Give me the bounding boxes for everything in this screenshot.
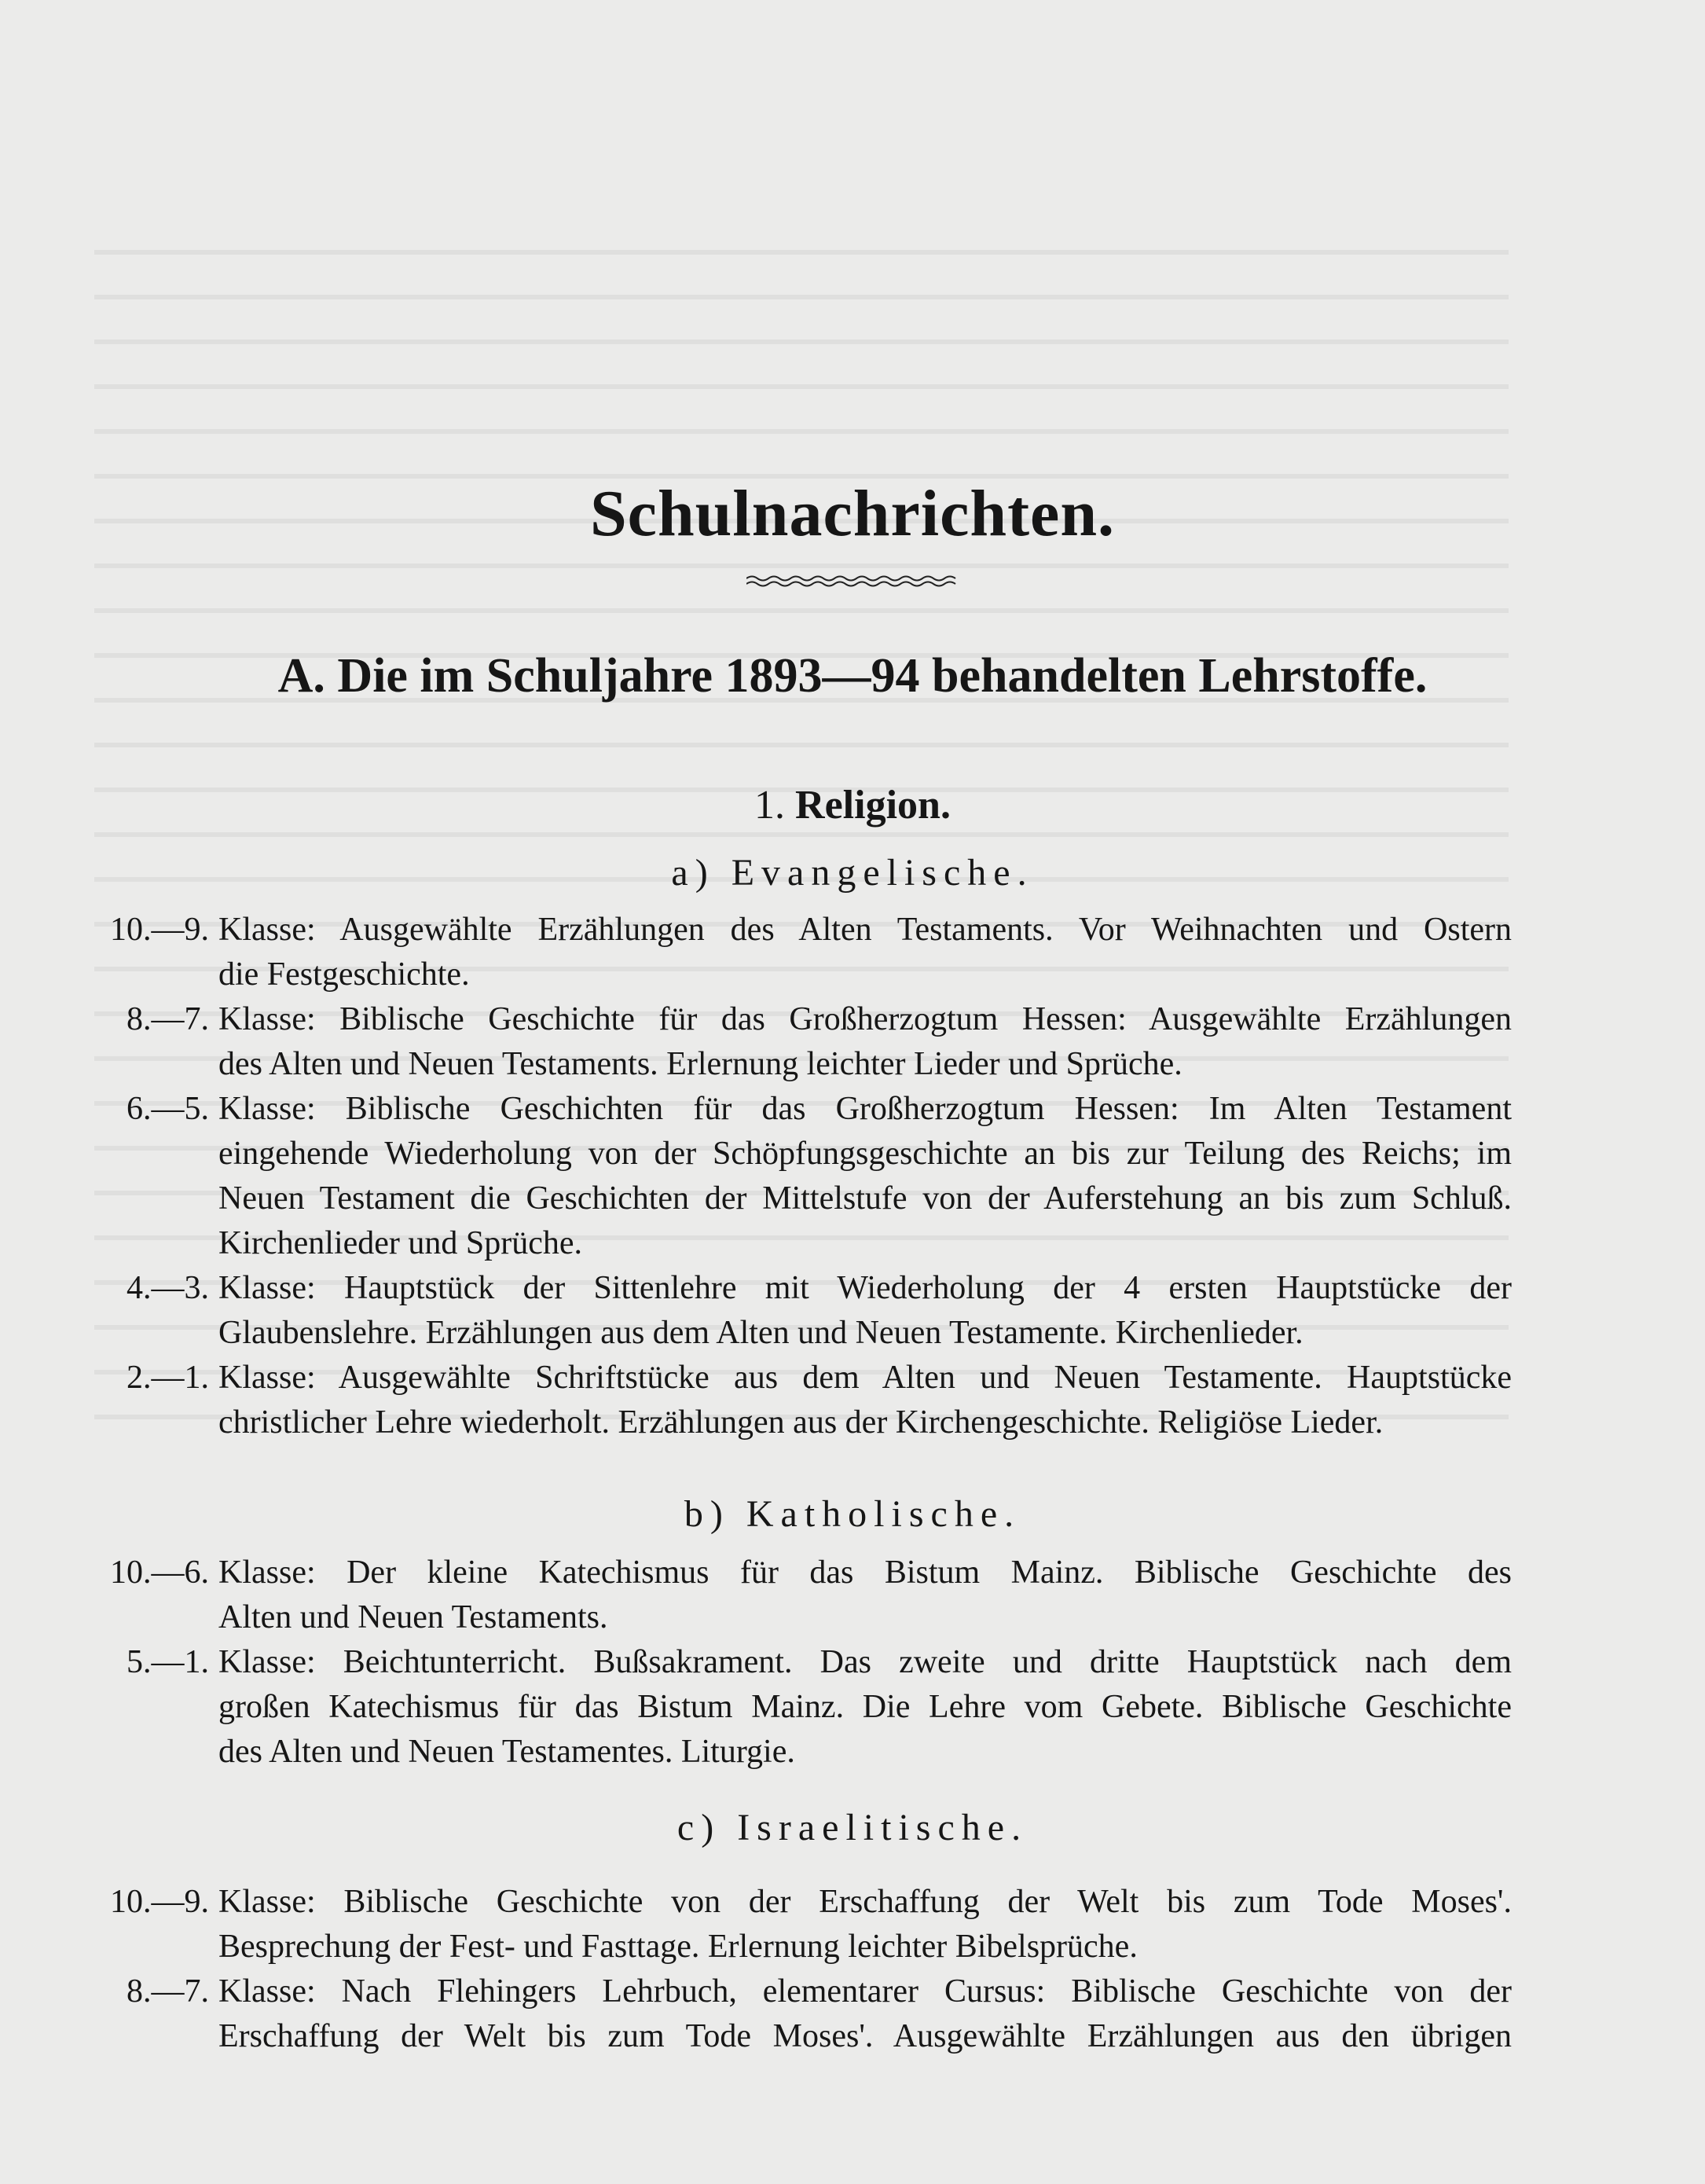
page-title: Schulnachrichten. [589, 477, 1116, 550]
class-entry [79, 1266, 1512, 1356]
entry-line: Klasse: Beichtunterricht. Bußsakrament. Das zweite und dritte Hauptstück nach dem [218, 1644, 1512, 1680]
subsection-katholisch: b) Katholische. [684, 1493, 1021, 1535]
class-entry [79, 1969, 1512, 2059]
class-range: 10.—6. [110, 1554, 209, 1591]
subsection-evangelisch: a) Evangelische. [671, 852, 1034, 894]
class-range: 5.—1. [126, 1644, 209, 1680]
entry-line: Besprechung der Fest- und Fasttage. Erlernung leichter Bibelsprüche. [218, 1929, 1138, 1965]
evangelisch-entries [79, 908, 1512, 1445]
class-entry [79, 1551, 1512, 1640]
class-entry [79, 1087, 1512, 1266]
section-heading: A. Die im Schuljahre 1893—94 behandelten Lehrstoffe. [277, 649, 1428, 703]
entry-line: die Festgeschichte. [218, 956, 470, 993]
class-entry [79, 1880, 1512, 1969]
subject-label: Religion. [795, 783, 951, 828]
ornamental-rule [746, 574, 959, 589]
subsection-israelitisch: c) Israelitische. [676, 1807, 1028, 1848]
class-range: 8.—7. [126, 1001, 209, 1037]
entry-line: des Alten und Neuen Testamentes. Liturgie. [218, 1734, 795, 1770]
class-range: 2.—1. [126, 1360, 209, 1396]
entry-line: Klasse: Ausgewählte Erzählungen des Alten Testaments. Vor Weihnachten und Ostern [218, 912, 1512, 948]
entry-line: Neuen Testament die Geschichten der Mittelstufe von der Auferstehung an bis zum Schluß. [218, 1180, 1512, 1217]
israelitisch-entries [79, 1880, 1512, 2059]
entry-line: Erschaffung der Welt bis zum Tode Moses'. Ausgewählte Erzählungen aus den übrigen [218, 2018, 1512, 2054]
entry-line: Klasse: Ausgewählte Schriftstücke aus dem Alten und Neuen Testamente. Hauptstücke [218, 1360, 1512, 1396]
class-range: 10.—9. [110, 912, 209, 948]
class-range: 4.—3. [126, 1270, 209, 1306]
entry-line: christlicher Lehre wiederholt. Erzählungen aus der Kirchengeschichte. Religiöse Lieder. [218, 1404, 1384, 1441]
entry-line: Klasse: Biblische Geschichte von der Erschaffung der Welt bis zum Tode Moses'. [218, 1884, 1512, 1920]
entry-line: eingehende Wiederholung von der Schöpfungsgeschichte an bis zur Teilung des Reichs; im [218, 1136, 1512, 1172]
entry-line: Klasse: Biblische Geschichten für das Großherzogtum Hessen: Im Alten Testament [218, 1091, 1512, 1127]
entry-line: Glaubenslehre. Erzählungen aus dem Alten und Neuen Testamente. Kirchenlieder. [218, 1315, 1304, 1351]
class-range: 8.—7. [126, 1973, 209, 2010]
katholisch-entries [79, 1551, 1512, 1775]
subject-heading [0, 782, 1705, 828]
entry-line: Klasse: Biblische Geschichte für das Großherzogtum Hessen: Ausgewählte Erzählungen [218, 1001, 1512, 1037]
class-entry [79, 908, 1512, 997]
entry-line: Klasse: Hauptstück der Sittenlehre mit Wiederholung der 4 ersten Hauptstücke der [218, 1270, 1512, 1306]
entry-line: Klasse: Der kleine Katechismus für das Bistum Mainz. Biblische Geschichte des [218, 1554, 1512, 1591]
subject-number: 1. [754, 783, 786, 828]
entry-line: großen Katechismus für das Bistum Mainz. Die Lehre vom Gebete. Biblische Geschichte [218, 1689, 1512, 1725]
class-range: 6.—5. [126, 1091, 209, 1127]
class-entry [79, 997, 1512, 1087]
entry-line: des Alten und Neuen Testaments. Erlernung leichter Lieder und Sprüche. [218, 1046, 1182, 1082]
entry-line: Alten und Neuen Testaments. [218, 1599, 608, 1635]
class-entry [79, 1640, 1512, 1775]
class-range: 10.—9. [110, 1884, 209, 1920]
entry-line: Klasse: Nach Flehingers Lehrbuch, elementarer Cursus: Biblische Geschichte von der [218, 1973, 1512, 2010]
class-entry [79, 1356, 1512, 1445]
entry-line: Kirchenlieder und Sprüche. [218, 1225, 583, 1261]
